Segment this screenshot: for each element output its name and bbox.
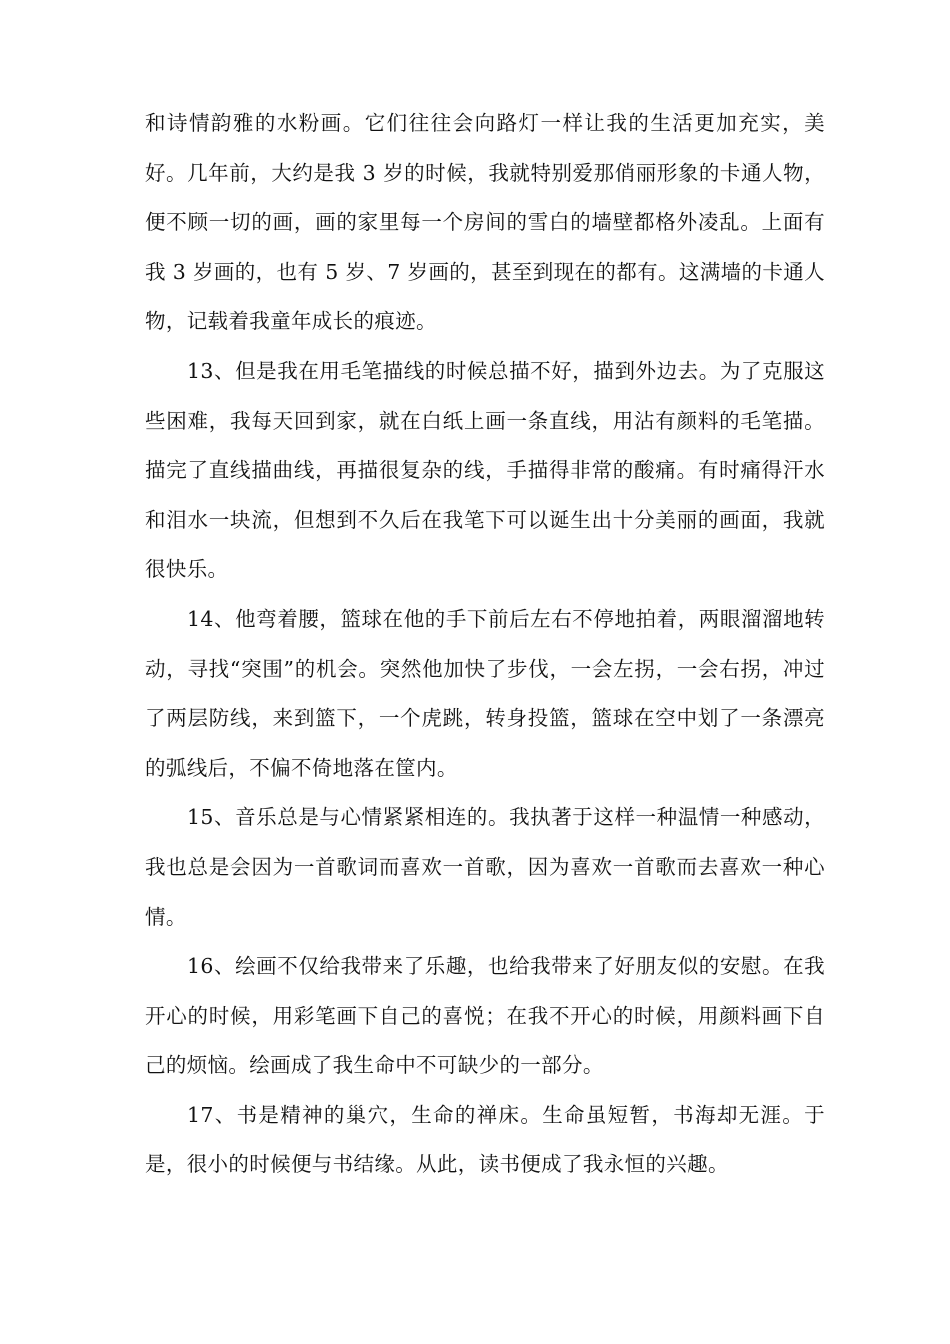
paragraph-12-continued: 和诗情韵雅的水粉画。它们往往会向路灯一样让我的生活更加充实，美好。几年前，大约是我 3 岁的时候，我就特别爱那俏丽形象的卡通人物，便不顾一切的画，画的家里每一个房间的雪白的墙壁都格外凌乱。上面有我 3 岁画的，也有 5 岁、7 岁画的，甚至到现在的都有。这满墙的卡通人物，记载着我童年成长的痕迹。 <box>145 111 825 334</box>
paragraph-16: 16、绘画不仅给我带来了乐趣，也给我带来了好朋友似的安慰。在我开心的时候，用彩笔画下自己的喜悦；在我不开心的时候，用颜料画下自己的烦恼。绘画成了我生命中不可缺少的一部分。 <box>145 954 825 1078</box>
paragraph-15: 15、音乐总是与心情紧紧相连的。我执著于这样一种温情一种感动，我也总是会因为一首歌词而喜欢一首歌，因为喜欢一首歌而去喜欢一种心情。 <box>145 805 825 929</box>
paragraph-14: 14、他弯着腰，篮球在他的手下前后左右不停地拍着，两眼溜溜地转动，寻找“突围”的机会。突然他加快了步伐，一会左拐，一会右拐，冲过了两层防线，来到篮下，一个虎跳，转身投篮，篮球在空中划了一条漂亮的弧线后，不偏不倚地落在筐内。 <box>145 606 825 780</box>
paragraph-13: 13、但是我在用毛笔描线的时候总描不好，描到外边去。为了克服这些困难，我每天回到家，就在白纸上画一条直线，用沾有颜料的毛笔描。描完了直线描曲线，再描很复杂的线，手描得非常的酸痛。有时痛得汗水和泪水一块流，但想到不久后在我笔下可以诞生出十分美丽的画面，我就很快乐。 <box>145 358 825 582</box>
document-body <box>145 99 825 1190</box>
paragraph-17: 17、书是精神的巢穴，生命的禅床。生命虽短暂，书海却无涯。于是，很小的时候便与书结缘。从此，读书便成了我永恒的兴趣。 <box>145 1102 825 1177</box>
